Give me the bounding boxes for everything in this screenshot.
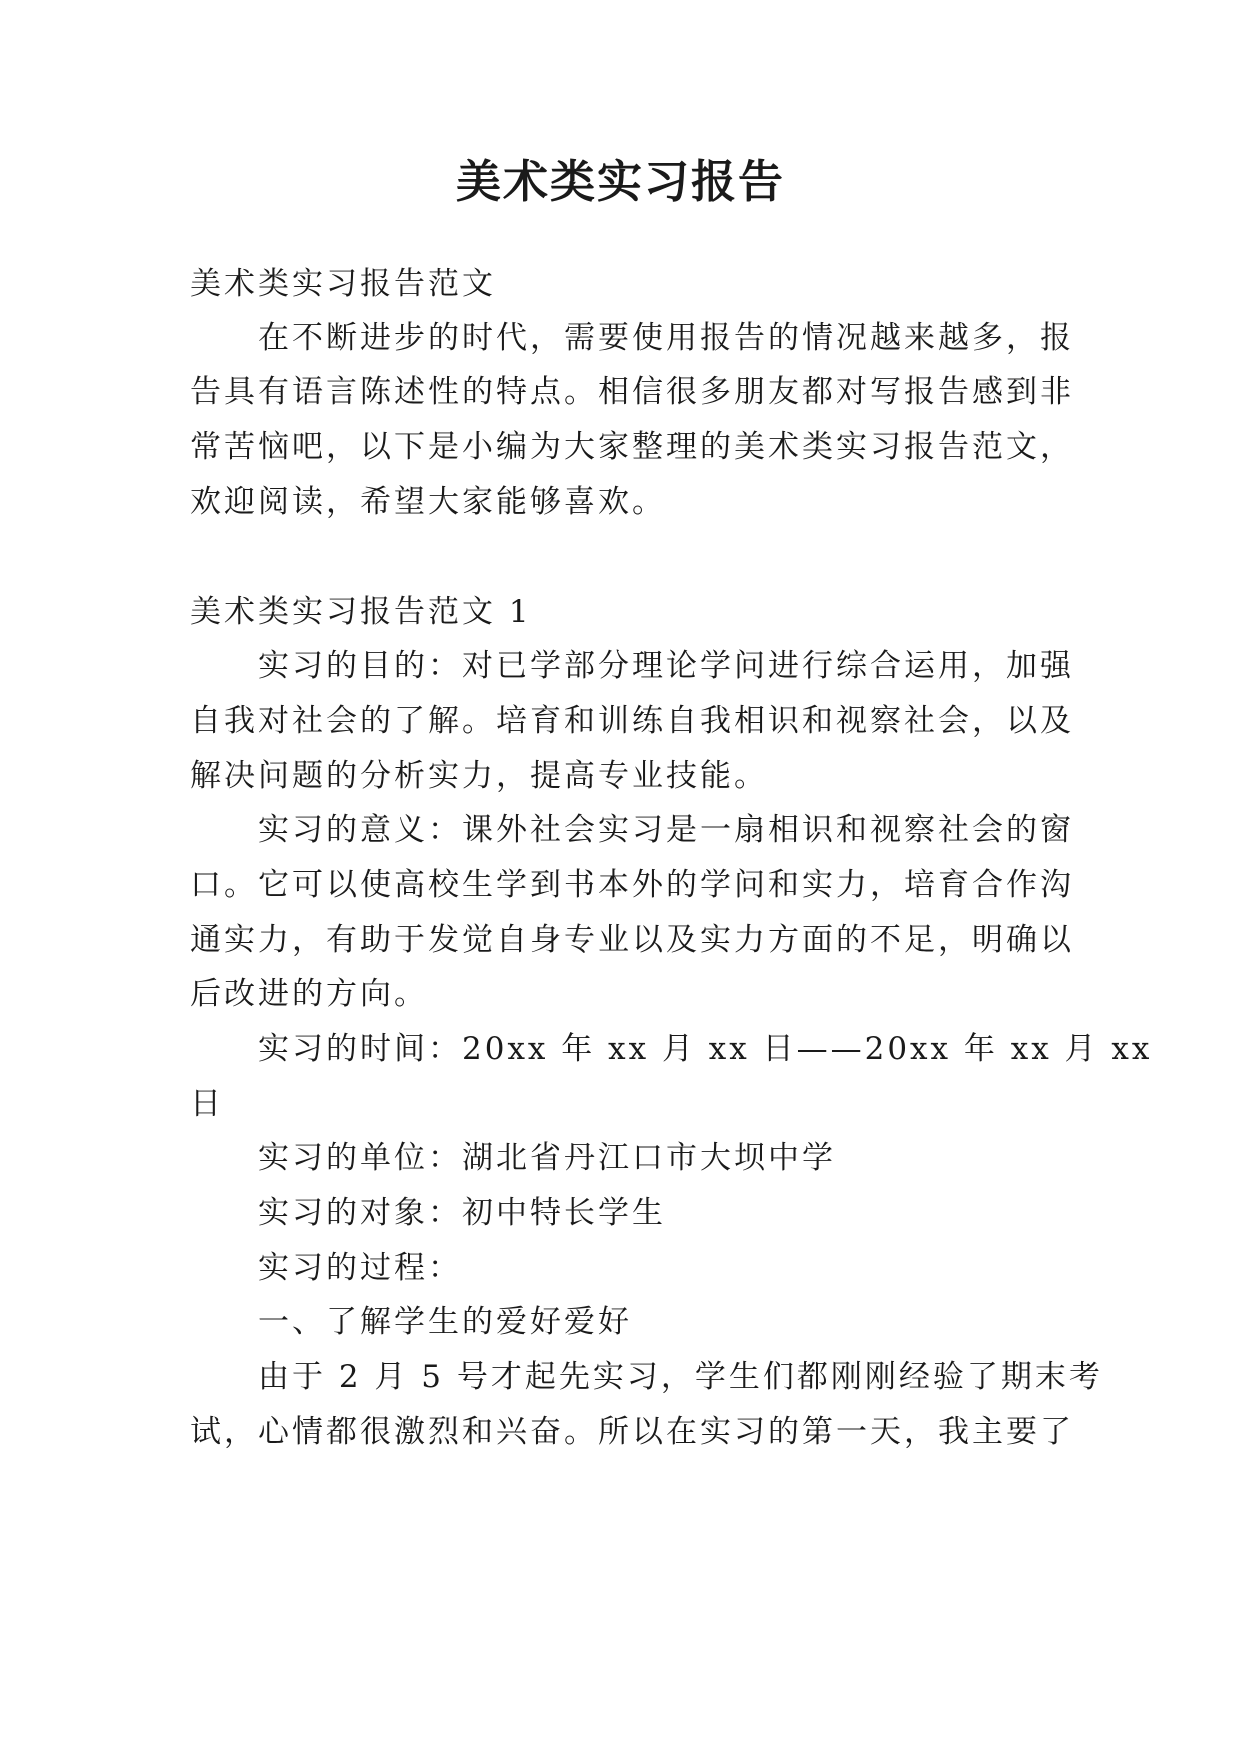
paragraph-line: 自我对社会的了解。培育和训练自我相识和视察社会，以及 xyxy=(190,703,1074,739)
subsection-heading: 一、了解学生的爱好爱好 xyxy=(258,1304,632,1340)
paragraph-line: 实习的对象：初中特长学生 xyxy=(258,1195,666,1231)
paragraph-line: 由于 2 月 5 号才起先实习，学生们都刚刚经验了期末考 xyxy=(258,1359,1103,1395)
paragraph-line: 实习的过程： xyxy=(258,1250,462,1286)
paragraph-line: 试，心情都很激烈和兴奋。所以在实习的第一天，我主要了 xyxy=(190,1414,1074,1450)
paragraph-line: 实习的单位：湖北省丹江口市大坝中学 xyxy=(258,1140,836,1176)
paragraph-line: 欢迎阅读，希望大家能够喜欢。 xyxy=(190,484,666,520)
document-title: 美术类实习报告 xyxy=(455,155,785,208)
paragraph-line: 后改进的方向。 xyxy=(190,976,428,1012)
paragraph-line: 日 xyxy=(190,1086,224,1122)
section-heading-intro: 美术类实习报告范文 xyxy=(190,266,496,302)
section-heading-sample-1: 美术类实习报告范文 1 xyxy=(190,594,532,630)
paragraph-line: 通实力，有助于发觉自身专业以及实力方面的不足，明确以 xyxy=(190,922,1074,958)
paragraph-line: 在不断进步的时代，需要使用报告的情况越来越多，报 xyxy=(258,320,1074,356)
paragraph-line: 告具有语言陈述性的特点。相信很多朋友都对写报告感到非 xyxy=(190,374,1074,410)
paragraph-line: 实习的目的：对已学部分理论学问进行综合运用，加强 xyxy=(258,648,1074,684)
paragraph-line: 口。它可以使高校生学到书本外的学问和实力，培育合作沟 xyxy=(190,867,1074,903)
paragraph-line: 常苦恼吧，以下是小编为大家整理的美术类实习报告范文， xyxy=(190,429,1074,465)
paragraph-line: 实习的时间：20xx 年 xx 月 xx 日——20xx 年 xx 月 xx xyxy=(258,1031,1153,1067)
paragraph-line: 实习的意义：课外社会实习是一扇相识和视察社会的窗 xyxy=(258,812,1074,848)
paragraph-line: 解决问题的分析实力，提高专业技能。 xyxy=(190,758,768,794)
